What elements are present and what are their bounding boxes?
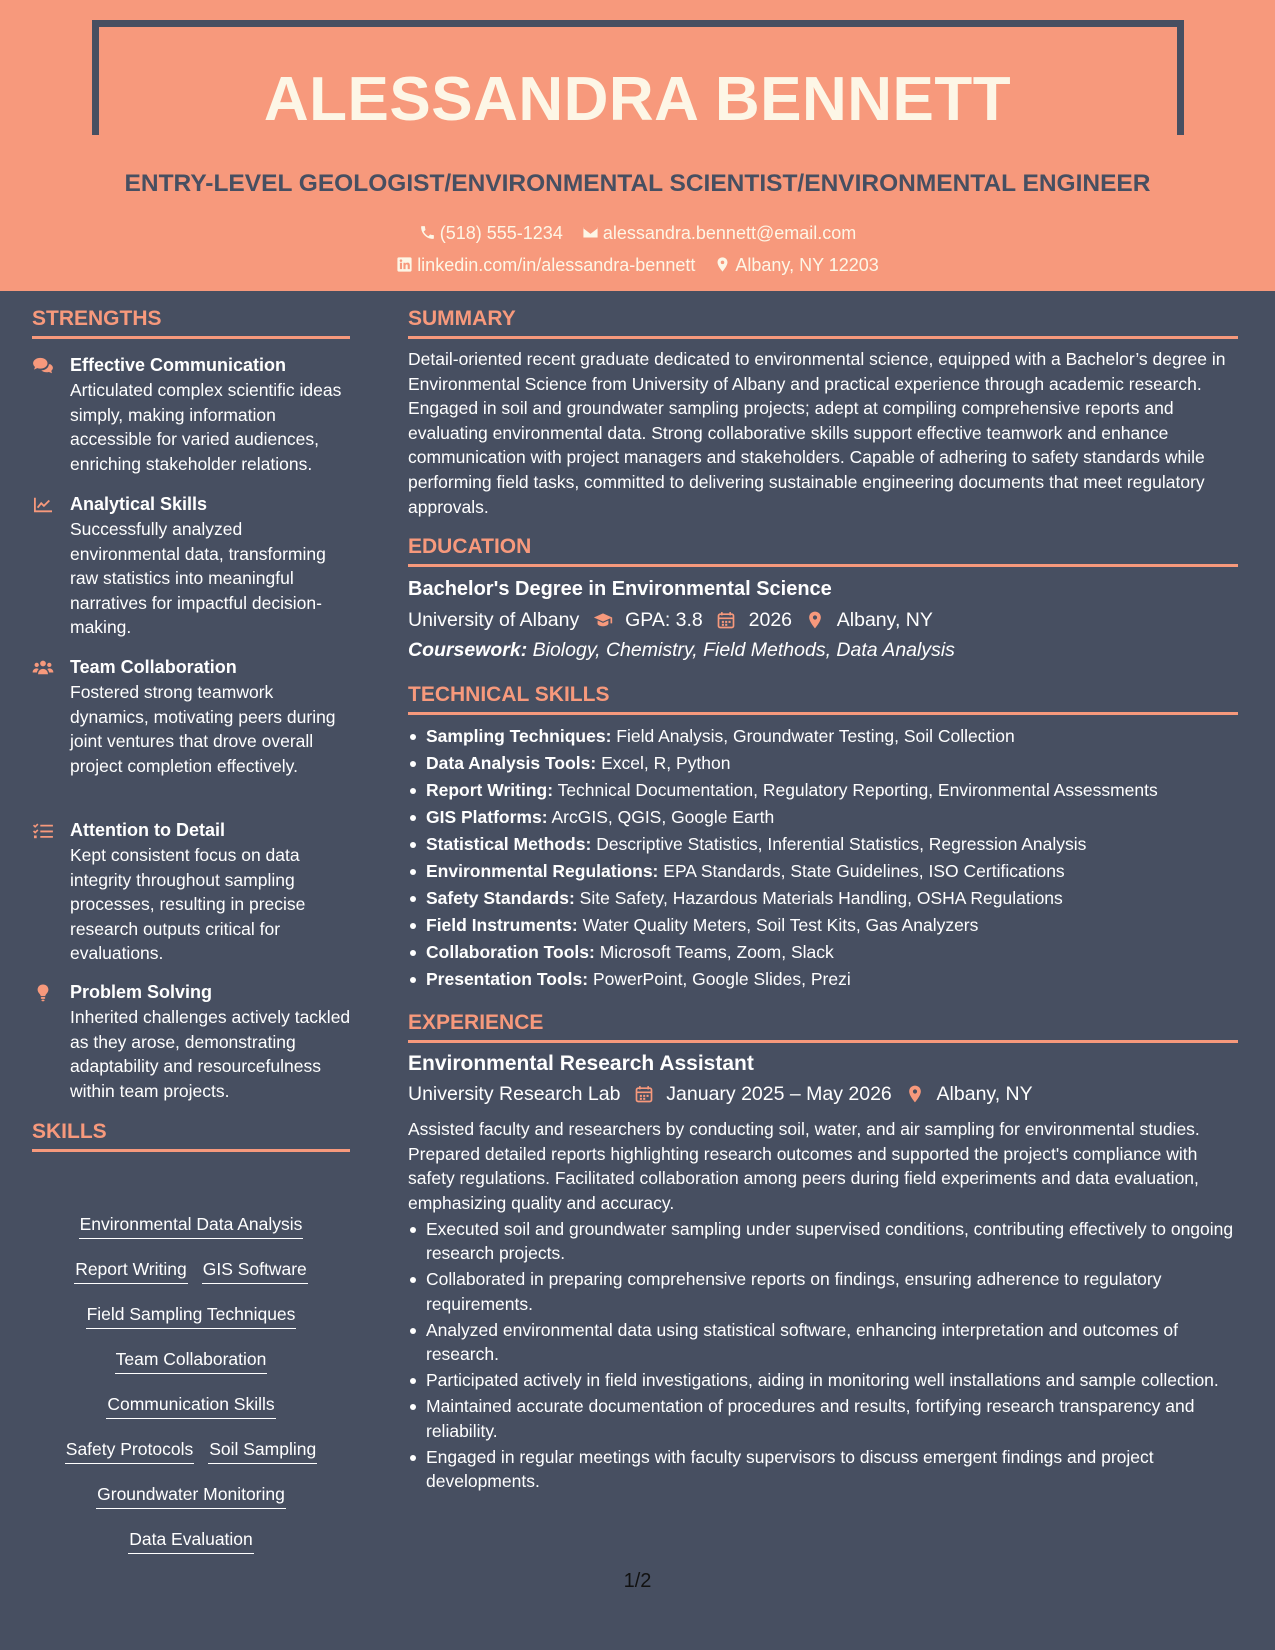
list-item	[408, 804, 1238, 831]
experience-location: Albany, NY	[936, 1083, 1033, 1105]
list-item	[408, 858, 1238, 885]
phone-text: (518) 555-1234	[439, 223, 563, 244]
tech-skill-label: Environmental Regulations:	[426, 861, 659, 881]
strength-title: Attention to Detail	[70, 820, 225, 840]
skills-heading: SKILLS	[32, 1119, 350, 1152]
tech-skill-value: Field Analysis, Groundwater Testing, Soil Collection	[616, 726, 1015, 746]
graduation-year: 2026	[748, 609, 793, 631]
tech-skill-value: Microsoft Teams, Zoom, Slack	[599, 942, 834, 962]
employment-dates: January 2025 – May 2026	[666, 1083, 892, 1105]
tech-skill-label: Report Writing:	[426, 780, 554, 800]
education-meta	[408, 607, 933, 634]
skill-tag: Safety Protocols	[65, 1438, 194, 1464]
map-pin-icon	[905, 1082, 925, 1108]
list-item	[408, 777, 1238, 804]
tech-skill-value: Water Quality Meters, Soil Test Kits, Gas Analyzers	[582, 915, 979, 935]
tech-skill-label: Sampling Techniques:	[426, 726, 612, 746]
school-name: University of Albany	[408, 609, 580, 631]
tech-skill-value: Excel, R, Python	[601, 753, 731, 773]
skill-tag: Field Sampling Techniques	[86, 1303, 297, 1329]
strength-description: Articulated complex scientific ideas simply, making information accessible for varied audiences, enriching stakeholder relations.	[70, 380, 342, 474]
list-item	[408, 912, 1238, 939]
list-item: Participated actively in field investigations, aiding in monitoring well installations and sample collection.	[408, 1368, 1238, 1392]
experience-description: Assisted faculty and researchers by conducting soil, water, and air sampling for environmental studies. Prepared detailed reports highlighting research outcomes and supported the project's compliance with safety regulations. Facilitated collaboration among peers during field experiments and data evaluation, emphasizing quality and accuracy.	[408, 1119, 1200, 1213]
skill-tag: Report Writing	[74, 1258, 188, 1284]
skill-tag: Groundwater Monitoring	[96, 1483, 286, 1509]
experience-meta	[408, 1081, 1033, 1108]
degree-title: Bachelor's Degree in Environmental Science	[408, 578, 832, 600]
tech-skill-label: Safety Standards:	[426, 888, 575, 908]
technical-skills-list	[408, 723, 1238, 993]
lightbulb-icon	[32, 984, 54, 1002]
coursework-label: Coursework:	[408, 639, 528, 661]
skill-tag: Soil Sampling	[208, 1438, 317, 1464]
skill-tag: Communication Skills	[106, 1393, 275, 1419]
list-check-icon	[32, 822, 54, 840]
education-location: Albany, NY	[836, 609, 933, 631]
coursework-line	[408, 637, 955, 663]
experience-bullets	[408, 1217, 1238, 1495]
summary-text: Detail-oriented recent graduate dedicated to environmental science, equipped with a Bachelor’s degree in Environmental Science from University of Albany and practical experience through academic research. Engaged in soil and groundwater sampling projects; adept at compiling comprehensive reports and evaluating environmental data. Strong collaborative skills support effective teamwork and enhance communication with project managers and stakeholders. Capable of adhering to safety standards while performing field tasks, committed to delivering sustainable engineering documents that meet regulatory approvals.	[408, 349, 1226, 517]
list-item: Analyzed environmental data using statistical software, enhancing interpretation and outcomes of research.	[408, 1318, 1238, 1367]
experience-heading: EXPERIENCE	[408, 1010, 1238, 1043]
strength-description: Successfully analyzed environmental data, transforming raw statistics into meaningful narratives for impactful decision-making.	[70, 519, 326, 637]
technical-skills-heading: TECHNICAL SKILLS	[408, 682, 1238, 715]
list-item	[408, 831, 1238, 858]
summary-heading: SUMMARY	[408, 306, 1238, 339]
tech-skill-label: Data Analysis Tools:	[426, 753, 597, 773]
phone-icon	[419, 224, 436, 241]
strength-title: Problem Solving	[70, 982, 213, 1002]
candidate-name: ALESSANDRA BENNETT	[263, 65, 1012, 134]
chart-line-icon	[32, 496, 54, 514]
tech-skill-value: Descriptive Statistics, Inferential Statistics, Regression Analysis	[596, 834, 1087, 854]
envelope-icon	[582, 224, 599, 241]
contact-row-1	[0, 220, 1275, 245]
users-icon	[32, 659, 54, 677]
list-item	[408, 939, 1238, 966]
linkedin-text: linkedin.com/in/alessandra-bennett	[417, 255, 696, 276]
skill-tag: GIS Software	[202, 1258, 308, 1284]
location-contact	[714, 253, 878, 277]
graduation-cap-icon	[593, 608, 613, 634]
tech-skill-label: Presentation Tools:	[426, 969, 589, 989]
contact-row-2	[0, 252, 1275, 277]
list-item: Engaged in regular meetings with faculty supervisors to discuss emergent findings and project developments.	[408, 1445, 1238, 1494]
phone-contact[interactable]	[419, 221, 563, 245]
resume-header	[0, 0, 1275, 291]
tech-skill-value: ArcGIS, QGIS, Google Earth	[551, 807, 775, 827]
list-item	[408, 750, 1238, 777]
list-item: Collaborated in preparing comprehensive reports on findings, ensuring adherence to regulatory requirements.	[408, 1267, 1238, 1316]
tech-skill-label: GIS Platforms:	[426, 807, 548, 827]
tech-skill-label: Statistical Methods:	[426, 834, 592, 854]
location-text: Albany, NY 12203	[735, 255, 879, 276]
map-pin-icon	[714, 256, 731, 273]
email-text: alessandra.bennett@email.com	[602, 223, 857, 244]
linkedin-contact[interactable]	[396, 253, 695, 277]
linkedin-icon	[396, 256, 413, 273]
tech-skill-value: Site Safety, Hazardous Materials Handling, OSHA Regulations	[579, 888, 1063, 908]
employer-name: University Research Lab	[408, 1083, 621, 1105]
page-number: 1/2	[623, 1570, 652, 1592]
strength-title: Effective Communication	[70, 355, 287, 375]
list-item	[408, 723, 1238, 750]
list-item	[408, 966, 1238, 993]
education-heading: EDUCATION	[408, 534, 1238, 567]
calendar-icon	[716, 608, 736, 634]
skill-tag: Environmental Data Analysis	[79, 1213, 304, 1239]
email-contact[interactable]	[582, 221, 856, 245]
calendar-icon	[634, 1082, 654, 1108]
list-item: Executed soil and groundwater sampling under supervised conditions, contributing effectively to ongoing research projects.	[408, 1217, 1238, 1266]
job-title-headline: ENTRY-LEVEL GEOLOGIST/ENVIRONMENTAL SCIENTIST/ENVIRONMENTAL ENGINEER	[124, 170, 1151, 197]
coursework-text: Biology, Chemistry, Field Methods, Data Analysis	[532, 639, 955, 661]
tech-skill-value: PowerPoint, Google Slides, Prezi	[592, 969, 851, 989]
strength-title: Analytical Skills	[70, 494, 208, 514]
list-item: Maintained accurate documentation of procedures and results, fortifying research transparency and reliability.	[408, 1394, 1238, 1443]
map-pin-icon	[805, 608, 825, 634]
skill-tag: Data Evaluation	[128, 1528, 254, 1554]
strength-description: Fostered strong teamwork dynamics, motivating peers during joint ventures that drove overall project completion effectively.	[70, 682, 336, 776]
job-position-title: Environmental Research Assistant	[408, 1052, 754, 1075]
strength-title: Team Collaboration	[70, 657, 237, 677]
tech-skill-value: EPA Standards, State Guidelines, ISO Certifications	[663, 861, 1065, 881]
strength-description: Inherited challenges actively tackled as they arose, demonstrating adaptability and resourcefulness within team projects.	[70, 1007, 351, 1101]
list-item	[408, 885, 1238, 912]
gpa-text: GPA: 3.8	[625, 609, 703, 631]
skill-tag: Team Collaboration	[115, 1348, 268, 1374]
tech-skill-value: Technical Documentation, Regulatory Reporting, Environmental Assessments	[557, 780, 1158, 800]
strength-description: Kept consistent focus on data integrity throughout sampling processes, resulting in precise research outputs critical for evaluations.	[70, 845, 306, 963]
comments-icon	[32, 357, 54, 375]
tech-skill-label: Field Instruments:	[426, 915, 578, 935]
strengths-heading: STRENGTHS	[32, 306, 350, 339]
tech-skill-label: Collaboration Tools:	[426, 942, 595, 962]
